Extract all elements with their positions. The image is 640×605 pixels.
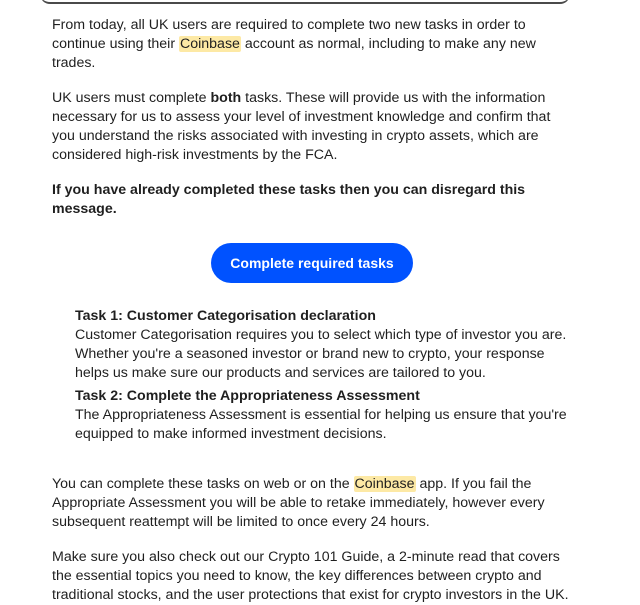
both-emphasis: both [210, 90, 242, 106]
both-text-start: UK users must complete [52, 90, 211, 106]
brand-highlight: Coinbase [354, 476, 415, 492]
intro-text-end: account as normal, including to make any new trades. [52, 36, 536, 71]
intro-paragraph [52, 16, 572, 73]
web-text-start: You can complete these tasks on web or on the [52, 476, 354, 492]
complete-required-tasks-button[interactable]: Complete required tasks [211, 243, 412, 283]
both-tasks-paragraph [52, 89, 572, 165]
email-body [52, 16, 572, 605]
intro-text-start: From today, all UK users are required to complete two new tasks in order to continue using their [52, 17, 526, 52]
brand-highlight: Coinbase [179, 36, 240, 52]
task-item [75, 387, 575, 444]
task-item [75, 307, 575, 383]
top-card-edge [40, 0, 570, 4]
task-description: Customer Categorisation requires you to select which type of investor you are. Whether you're a seasoned investor or brand new to crypto, your response helps us make sure our products and services are tailored to you. [75, 327, 567, 381]
disregard-notice: If you have already completed these tasks then you can disregard this message. [52, 182, 526, 217]
task-title: Task 2: Complete the Appropriateness Assessment [75, 388, 420, 404]
web-app-paragraph [52, 475, 572, 532]
cta-container [52, 243, 572, 283]
task-description: The Appropriateness Assessment is essential for helping us ensure that you're equipped to make informed investment decisions. [75, 407, 567, 442]
both-text-end: tasks. These will provide us with the information necessary for us to assess your level of investment knowledge and confirm that you understand the risks associated with investing in crypto assets, which are considered high-risk investments by the FCA. [52, 90, 551, 163]
task-list [75, 307, 575, 444]
web-text-end: app. If you fail the Appropriate Assessment you will be able to retake immediately, however every subsequent reattempt will be limited to once every 24 hours. [52, 476, 545, 530]
crypto-guide-paragraph: Make sure you also check out our Crypto 101 Guide, a 2-minute read that covers the essential topics you need to know, the key differences between crypto and traditional stocks, and the user protections that exist for crypto investors in the UK. [52, 549, 569, 603]
task-title: Task 1: Customer Categorisation declaration [75, 308, 376, 324]
